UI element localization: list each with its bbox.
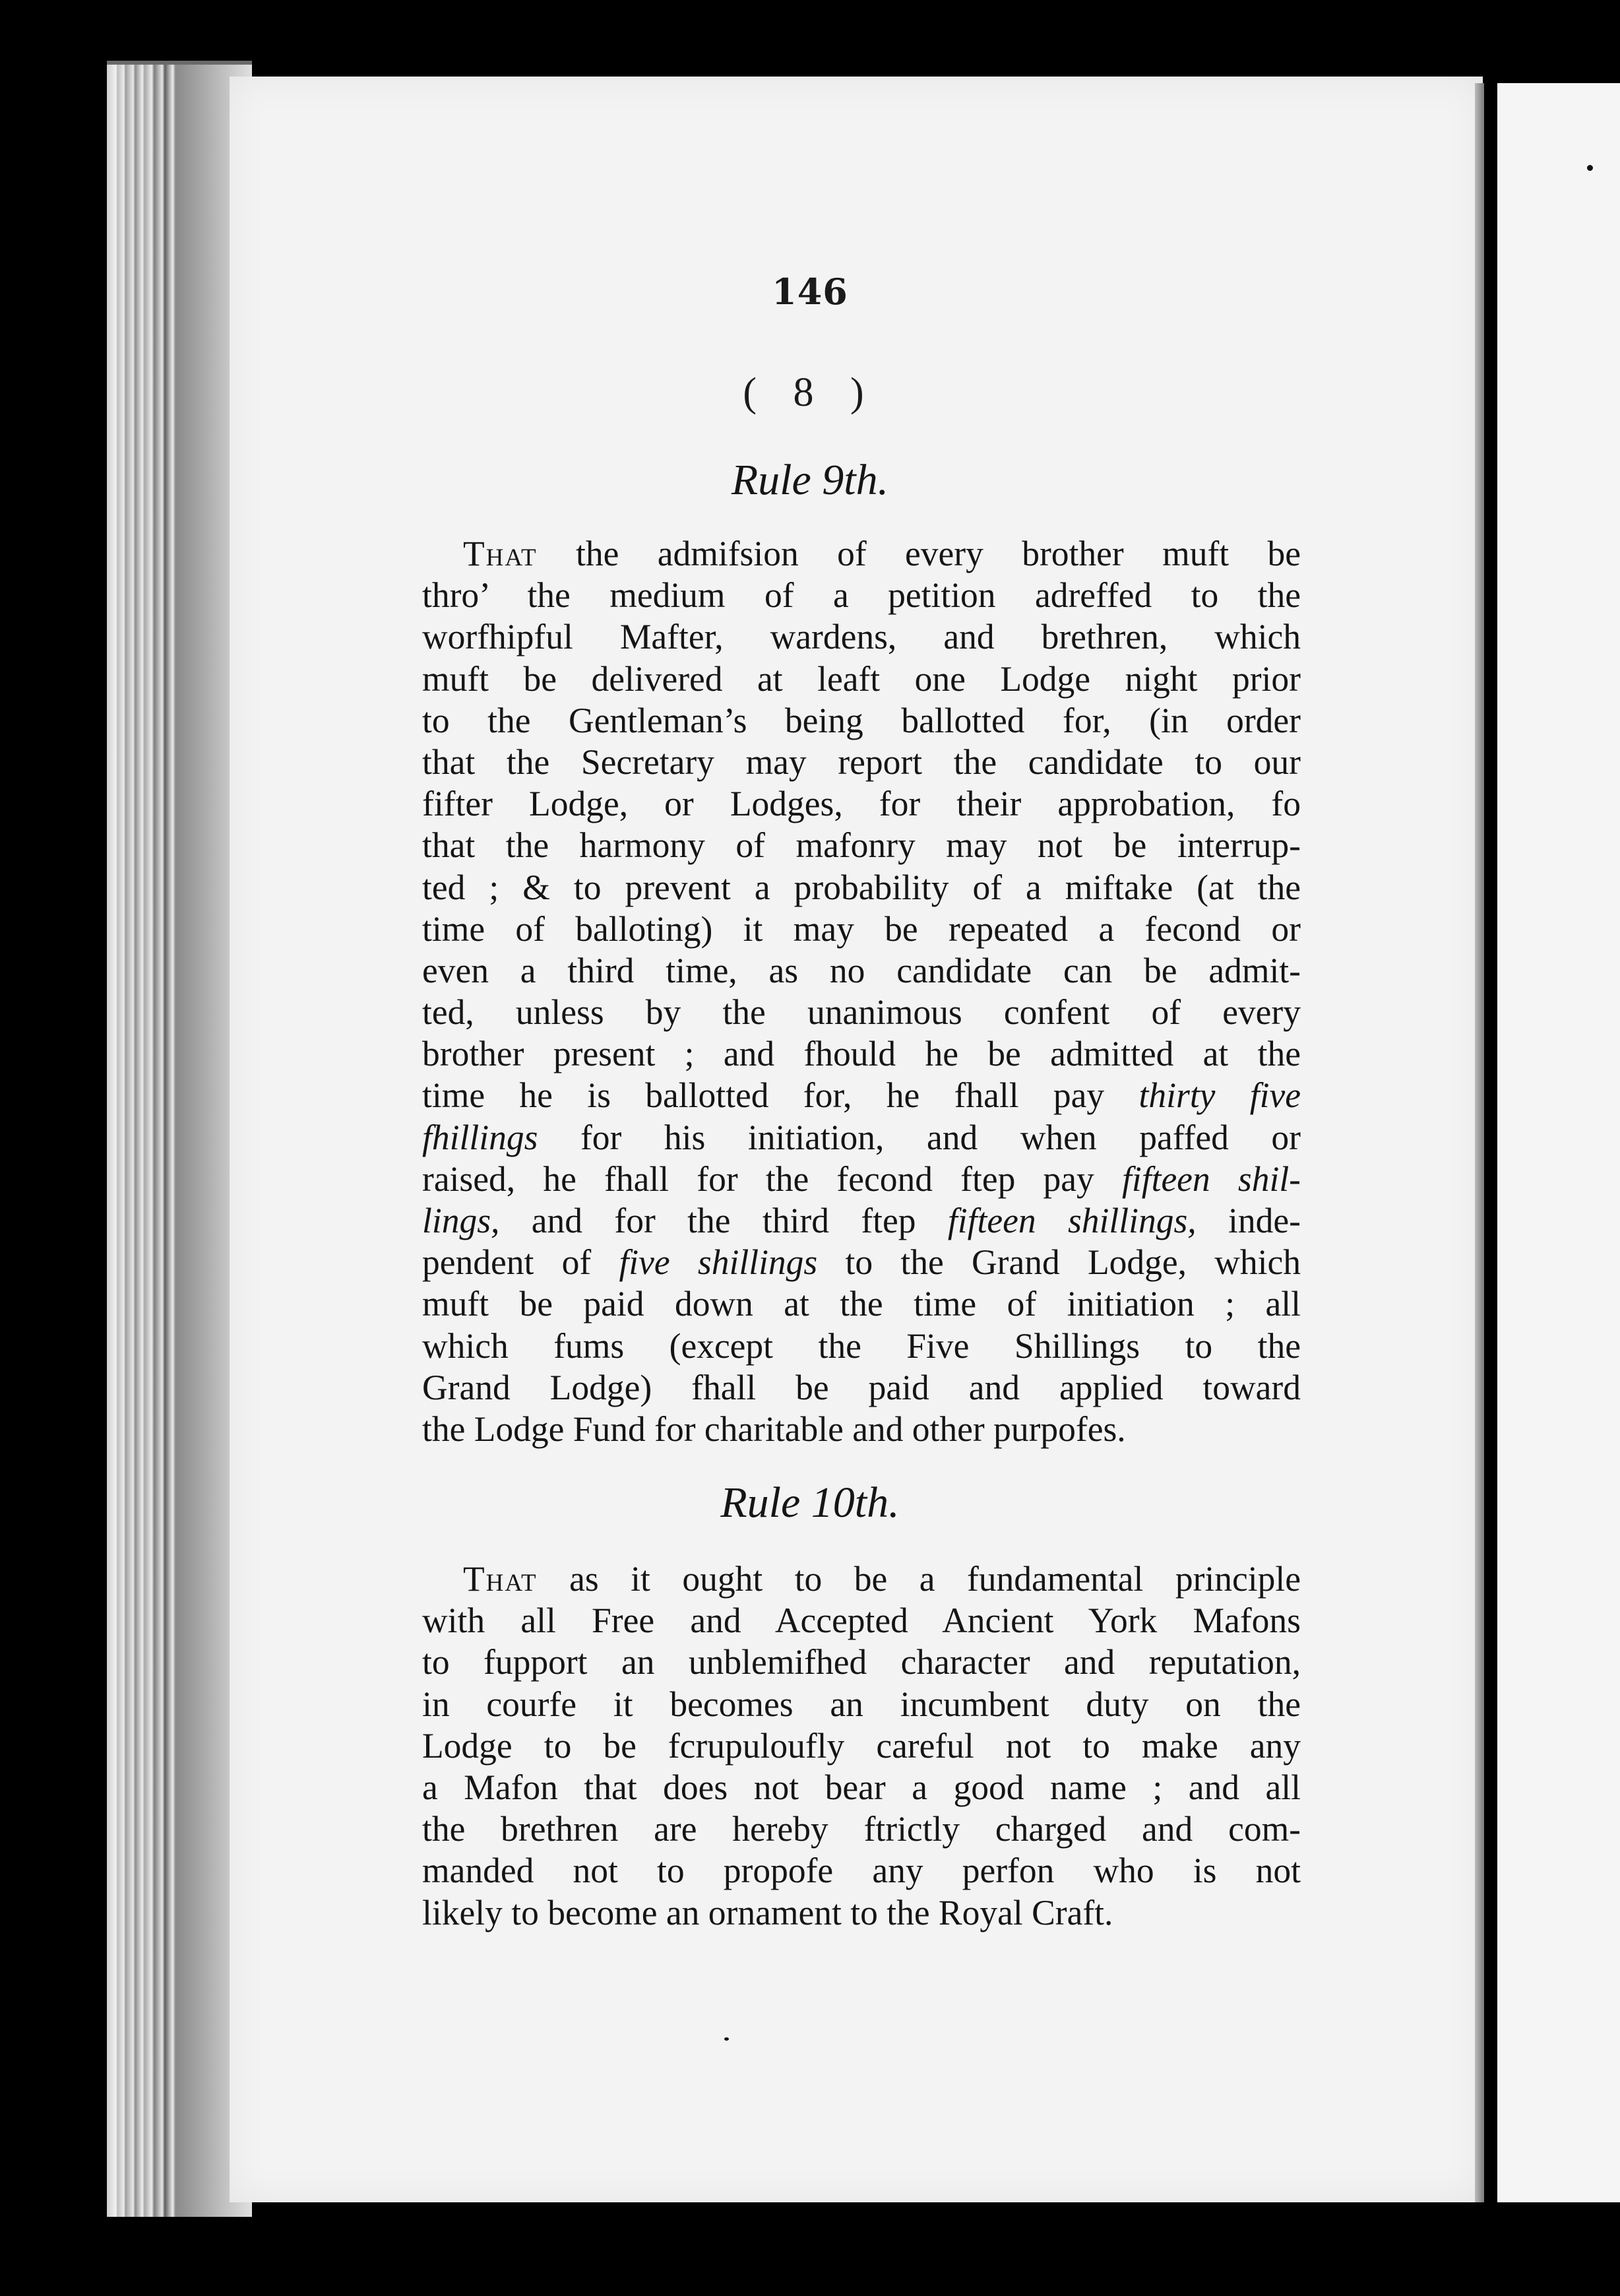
text-run: raised, he fhall for the fecond ftep pay bbox=[422, 1159, 1122, 1199]
rule-9-heading bbox=[0, 455, 1620, 505]
text-line bbox=[422, 825, 1301, 866]
italic-text: thirty five bbox=[1138, 1075, 1301, 1116]
rule-10-heading bbox=[0, 1478, 1620, 1528]
text-run: thro’ the medium of a petition adreffed to the bbox=[422, 575, 1301, 616]
text-run: fifter Lodge, or Lodges, for their approbation, fo bbox=[422, 784, 1301, 824]
text-run: a Mafon that does not bear a good name ; and all bbox=[422, 1767, 1301, 1807]
text-run: to the Grand Lodge, which bbox=[817, 1242, 1301, 1283]
text-line bbox=[422, 1242, 1301, 1283]
text-line bbox=[422, 1558, 1301, 1600]
text-run: time of balloting) it may be repeated a fecond or bbox=[422, 909, 1301, 949]
text-line bbox=[422, 1725, 1301, 1767]
text-run: ted ; & to prevent a probability of a miftake (at the bbox=[422, 867, 1301, 907]
text-line bbox=[422, 616, 1301, 658]
text-line bbox=[422, 1892, 1301, 1934]
rule-9-heading-number: 9th. bbox=[822, 456, 889, 504]
text-run: muft be delivered at leaft one Lodge night prior bbox=[422, 658, 1301, 699]
italic-text: fifteen shil- bbox=[1121, 1159, 1301, 1199]
small-caps-text: That bbox=[463, 534, 538, 573]
italic-text: lings, bbox=[422, 1201, 500, 1240]
rule-10-paragraph bbox=[422, 1558, 1301, 1934]
scan-speck bbox=[1587, 165, 1593, 171]
text-line bbox=[422, 867, 1301, 909]
text-line bbox=[422, 700, 1301, 742]
text-run: that the harmony of mafonry may not be interrup- bbox=[422, 825, 1301, 866]
text-run: likely to become an ornament to the Royal Craft. bbox=[422, 1892, 1113, 1932]
page-number: 146 bbox=[772, 271, 848, 313]
text-line bbox=[422, 1409, 1301, 1450]
text-run: manded not to propofe any perfon who is not bbox=[422, 1851, 1301, 1891]
text-line bbox=[422, 533, 1301, 575]
rule-10-heading-label: Rule bbox=[720, 1479, 801, 1527]
text-run: ted, unless by the unanimous confent of every bbox=[422, 992, 1301, 1033]
text-run: to fupport an unblemifhed character and reputation, bbox=[422, 1642, 1301, 1682]
scan-speck bbox=[724, 2037, 729, 2041]
text-line bbox=[422, 658, 1301, 700]
text-run: the Lodge Fund for charitable and other purpofes. bbox=[422, 1409, 1126, 1449]
text-line bbox=[422, 575, 1301, 616]
italic-text: five shillings bbox=[619, 1242, 818, 1283]
italic-text: fhillings bbox=[422, 1117, 538, 1157]
text-line bbox=[422, 742, 1301, 783]
rule-10-heading-number: 10th. bbox=[811, 1479, 900, 1527]
text-run: brother present ; and fhould he be admitted at the bbox=[422, 1034, 1301, 1074]
italic-text: fifteen shillings, bbox=[947, 1201, 1197, 1240]
text-run: the admifsion of every brother muft be bbox=[537, 534, 1301, 573]
text-run: muft be paid down at the time of initiation ; all bbox=[422, 1284, 1301, 1324]
text-line bbox=[422, 1684, 1301, 1725]
text-line bbox=[422, 1808, 1301, 1850]
text-line bbox=[422, 992, 1301, 1033]
text-run: for his initiation, and when paffed or bbox=[538, 1117, 1301, 1157]
text-run: to the Gentleman’s being ballotted for, (in order bbox=[422, 700, 1301, 740]
text-run: worfhipful Mafter, wardens, and brethren, which bbox=[422, 617, 1301, 657]
text-run: even a third time, as no candidate can be admit- bbox=[422, 950, 1301, 990]
text-line bbox=[422, 1283, 1301, 1325]
text-line bbox=[422, 1075, 1301, 1116]
original-page-number: ( 8 ) bbox=[743, 370, 877, 415]
text-run: Grand Lodge) fhall be paid and applied toward bbox=[422, 1367, 1301, 1407]
text-line bbox=[422, 909, 1301, 950]
text-run: time he is ballotted for, he fhall pay bbox=[422, 1075, 1139, 1116]
text-run: the brethren are hereby ftrictly charged and com- bbox=[422, 1809, 1301, 1849]
rule-9-heading-label: Rule bbox=[731, 456, 811, 504]
text-line bbox=[422, 1325, 1301, 1367]
text-line bbox=[422, 1767, 1301, 1808]
text-run: inde- bbox=[1196, 1201, 1301, 1240]
text-run: and for the third ftep bbox=[499, 1201, 948, 1240]
text-run: Lodge to be fcrupuloufly careful not to make any bbox=[422, 1725, 1301, 1766]
text-line bbox=[422, 1600, 1301, 1642]
text-run: which fums (except the Five Shillings to the bbox=[422, 1325, 1301, 1366]
text-line bbox=[422, 1033, 1301, 1075]
text-line bbox=[422, 1200, 1301, 1242]
text-line bbox=[422, 1159, 1301, 1200]
rule-9-paragraph bbox=[422, 533, 1301, 1450]
text-line bbox=[422, 1850, 1301, 1892]
small-caps-text: That bbox=[463, 1559, 538, 1599]
text-run: with all Free and Accepted Ancient York Mafons bbox=[422, 1601, 1301, 1641]
text-line bbox=[422, 1642, 1301, 1683]
text-line bbox=[422, 950, 1301, 992]
text-line bbox=[422, 1367, 1301, 1409]
text-run: that the Secretary may report the candidate to our bbox=[422, 742, 1301, 782]
text-line bbox=[422, 783, 1301, 825]
text-run: in courfe it becomes an incumbent duty on the bbox=[422, 1684, 1301, 1724]
text-line bbox=[422, 1117, 1301, 1159]
text-run: as it ought to be a fundamental principle bbox=[537, 1559, 1301, 1599]
text-run: pendent of bbox=[422, 1242, 619, 1283]
